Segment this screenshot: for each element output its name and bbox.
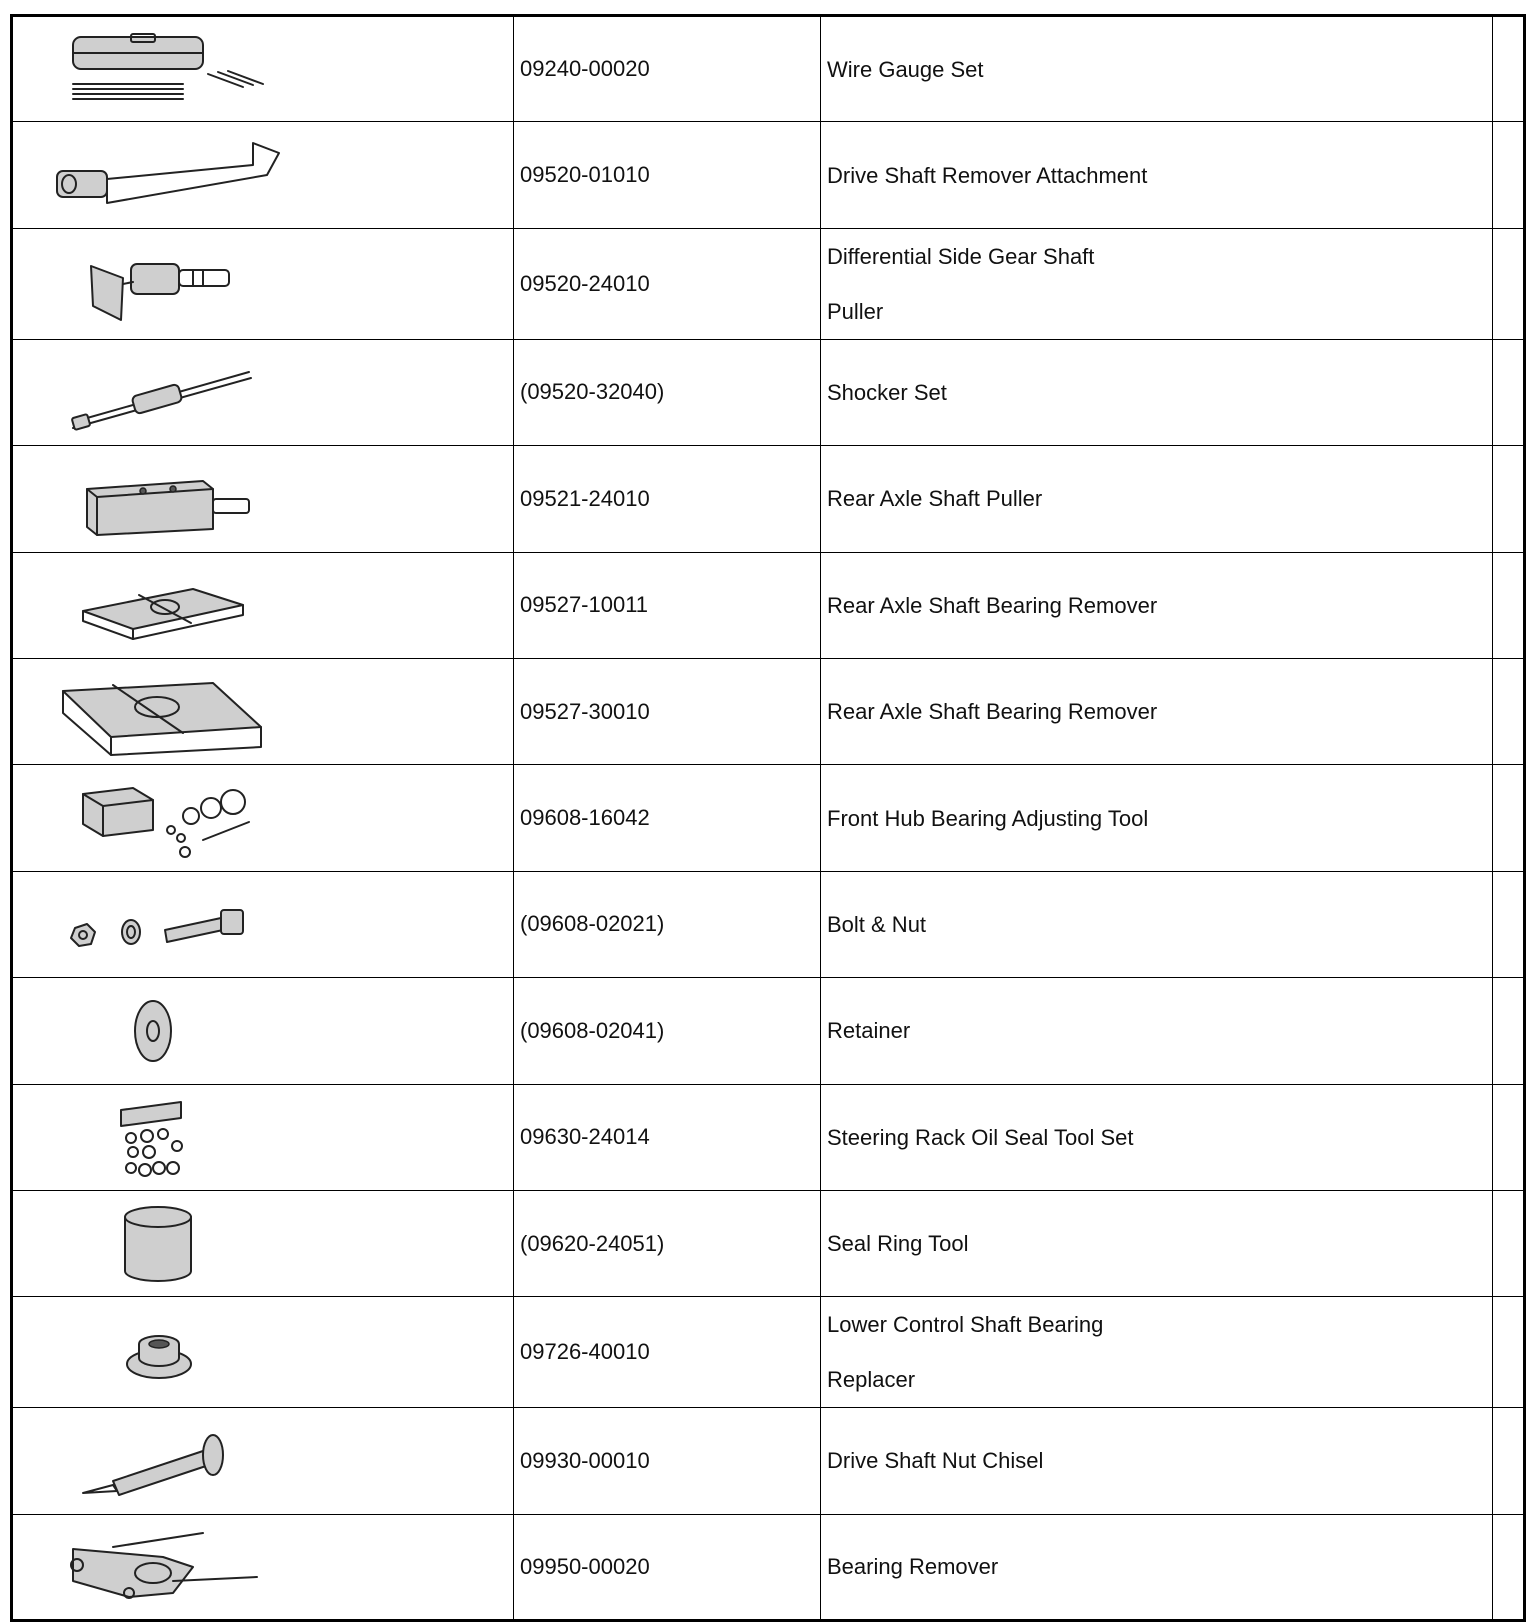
tool-name-line: Rear Axle Shaft Puller [827,486,1043,512]
table-row [12,1408,1525,1514]
tool-name-line: Puller [827,298,884,324]
wire-gauge-set-icon [53,29,273,109]
part-number: 09527-10011 [514,552,821,658]
tool-name [821,658,1493,764]
table-row [12,765,1525,871]
bolt-and-nut-icon [53,884,273,964]
tool-name-line: Bearing Remover [827,1554,999,1580]
table-row [12,871,1525,977]
tool-name [821,1190,1493,1296]
tool-name [821,446,1493,552]
tool-name [821,765,1493,871]
oil-seal-tool-set-icon [53,1092,273,1182]
table-row [12,552,1525,658]
table-row [12,1297,1525,1408]
tool-name-line: Differential Side Gear Shaft [827,243,1095,269]
drive-shaft-remover-attachment-icon [53,135,293,215]
nut-chisel-icon [53,1421,273,1501]
part-number: (09620-24051) [514,1190,821,1296]
tool-name-line: Wire Gauge Set [827,56,984,82]
part-number: 09930-00010 [514,1408,821,1514]
part-number: 09608-16042 [514,765,821,871]
bearing-remover-block-icon [53,667,273,757]
table-row [12,122,1525,228]
table-row [12,1190,1525,1296]
table-row [12,446,1525,552]
hub-bearing-adjusting-tool-icon [53,778,273,858]
bearing-remover-icon [53,1527,273,1607]
part-number: 09520-24010 [514,228,821,339]
part-number: 09521-24010 [514,446,821,552]
tool-name-line: Shocker Set [827,379,947,405]
side-gear-shaft-puller-icon [53,244,273,324]
tool-name-line: Front Hub Bearing Adjusting Tool [827,805,1149,831]
shocker-set-icon [53,352,273,432]
part-number: 09520-01010 [514,122,821,228]
tool-name-line: Bolt & Nut [827,911,927,937]
tool-name [821,228,1493,339]
tool-name [821,339,1493,445]
table-row [12,1084,1525,1190]
bearing-remover-plate-icon [53,565,273,645]
special-tools-table [10,14,1526,1622]
tool-name-line: Rear Axle Shaft Bearing Remover [827,699,1158,725]
part-number: 09240-00020 [514,16,821,122]
table-row [12,978,1525,1084]
part-number: 09630-24014 [514,1084,821,1190]
tool-name [821,871,1493,977]
table-row [12,228,1525,339]
part-number: 09527-30010 [514,658,821,764]
part-number: 09726-40010 [514,1297,821,1408]
part-number: 09950-00020 [514,1514,821,1620]
table-row [12,1514,1525,1620]
tool-name [821,552,1493,658]
tool-name [821,978,1493,1084]
part-number: (09608-02021) [514,871,821,977]
tool-name [821,16,1493,122]
table-row [12,658,1525,764]
tool-name-line: Drive Shaft Remover Attachment [827,162,1148,188]
tool-name-line: Lower Control Shaft Bearing [827,1312,1104,1338]
part-number: (09608-02041) [514,978,821,1084]
tool-name-line: Seal Ring Tool [827,1231,969,1257]
tool-name [821,1514,1493,1620]
bearing-replacer-icon [53,1312,273,1392]
tool-name-line: Drive Shaft Nut Chisel [827,1448,1044,1474]
seal-ring-tool-icon [53,1199,273,1289]
table-row [12,339,1525,445]
retainer-washer-icon [53,991,273,1071]
tool-name-line: Retainer [827,1018,911,1044]
tool-name [821,1084,1493,1190]
tool-name [821,122,1493,228]
tool-name-line: Rear Axle Shaft Bearing Remover [827,592,1158,618]
tool-name [821,1408,1493,1514]
part-number: (09520-32040) [514,339,821,445]
tool-name-line: Replacer [827,1367,916,1393]
tool-name-line: Steering Rack Oil Seal Tool Set [827,1124,1134,1150]
rear-axle-shaft-puller-icon [53,459,273,539]
table-row [12,16,1525,122]
tool-name [821,1297,1493,1408]
